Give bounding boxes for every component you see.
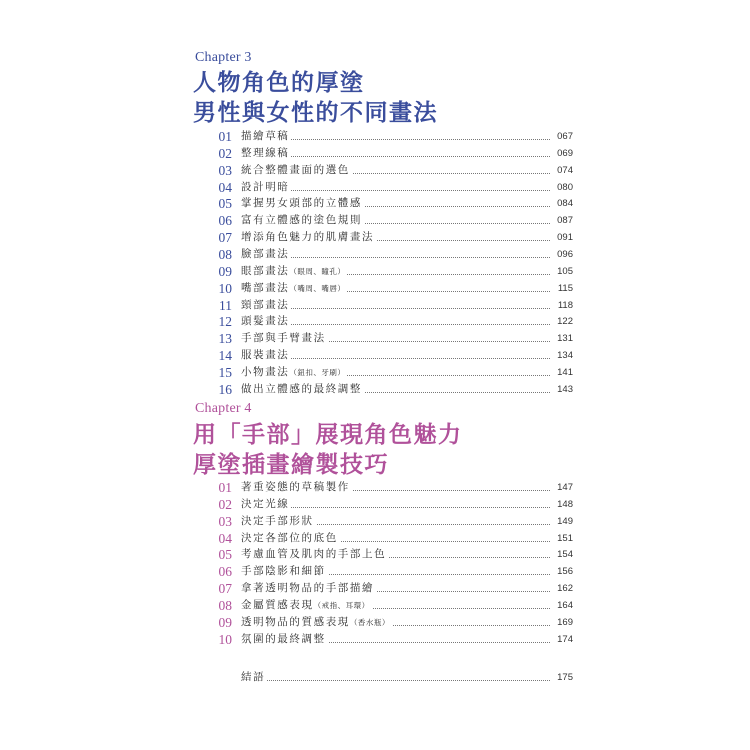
toc-entry-title xyxy=(241,162,352,179)
toc-entry[interactable] xyxy=(0,246,750,263)
toc-entry-number: 04 xyxy=(218,530,232,546)
toc-entry-title-text: 手部陰影和細節 xyxy=(241,565,326,578)
toc-entry-title xyxy=(241,479,352,496)
toc-entry-page: 174 xyxy=(550,631,573,648)
toc-entry-page: 154 xyxy=(550,546,573,563)
toc-entry-number: 06 xyxy=(218,564,232,580)
toc-entry-title-text: 頭髮畫法 xyxy=(241,315,290,328)
toc-entry-title-text: 決定光線 xyxy=(241,497,290,510)
toc-entry-title xyxy=(241,381,364,398)
toc-entry-title xyxy=(241,128,291,145)
toc-entry-page: 143 xyxy=(550,381,573,398)
toc-entry-title xyxy=(241,546,388,563)
toc-entry-number: 01 xyxy=(218,129,232,144)
toc-entry-title xyxy=(241,263,347,280)
toc-entry-title-text: 頸部畫法 xyxy=(241,298,290,311)
toc-entry[interactable] xyxy=(0,280,750,297)
toc-entry-number: 13 xyxy=(218,331,232,347)
toc-entry-title xyxy=(241,229,376,246)
toc-entry[interactable] xyxy=(0,563,750,580)
toc-entry[interactable] xyxy=(0,631,750,648)
chapter-3-title-line1: 人物角色的厚塗 xyxy=(193,70,365,96)
toc-entry-title-text: 拿著透明物品的手部描繪 xyxy=(241,582,375,595)
toc-entry-number: 15 xyxy=(218,364,232,380)
toc-entry-number: 12 xyxy=(218,314,232,330)
toc-entry-page: 151 xyxy=(550,530,573,547)
toc-entry-title xyxy=(241,631,328,648)
toc-entry-number: 07 xyxy=(218,230,232,246)
chapter-4-title-line1: 用「手部」展現角色魅力 xyxy=(193,422,463,448)
toc-entry[interactable] xyxy=(0,162,750,179)
toc-entry-title-text: 決定手部形狀 xyxy=(241,514,314,527)
chapter-4-title xyxy=(193,420,463,480)
leader-dots xyxy=(244,680,550,681)
toc-entry[interactable] xyxy=(0,347,750,364)
toc-entry-page: 067 xyxy=(550,128,573,145)
toc-entry-subtitle: （鈕扣、牙刷） xyxy=(289,367,346,377)
toc-entry-page: 131 xyxy=(550,330,573,347)
toc-entry-page: 074 xyxy=(550,162,573,179)
toc-entry-title-text: 著重姿態的草稿製作 xyxy=(241,481,350,493)
toc-entry[interactable] xyxy=(0,364,750,381)
toc-entry-subtitle: （嘴周、嘴唇） xyxy=(289,283,346,293)
toc-entry-number: 02 xyxy=(218,145,232,161)
toc-entry[interactable] xyxy=(0,229,750,246)
toc-entry-title-text: 手部與手臂畫法 xyxy=(241,332,326,345)
toc-entry-number: 05 xyxy=(218,196,232,212)
toc-entry-number: 05 xyxy=(218,547,232,563)
toc-entry-page: 162 xyxy=(550,580,573,597)
chapter-3-title-line2: 男性與女性的不同畫法 xyxy=(193,100,438,126)
toc-entry[interactable] xyxy=(0,297,750,314)
toc-entry-page: 169 xyxy=(550,614,573,631)
toc-entry-title xyxy=(241,145,291,162)
toc-entry-title-text: 臉部畫法 xyxy=(241,247,290,260)
toc-entry-title-text: 描繪草稿 xyxy=(241,130,290,142)
toc-entry-title-text: 設計明暗 xyxy=(241,180,290,193)
toc-entry-title: 結語 xyxy=(241,669,267,686)
toc-entry[interactable] xyxy=(0,128,750,145)
toc-entry-title-text: 小物畫法 xyxy=(241,365,290,378)
toc-entry-title xyxy=(241,614,392,631)
toc-entry-title-text: 透明物品的質感表現 xyxy=(241,615,350,628)
toc-entry-page: 118 xyxy=(550,297,573,314)
toc-entry-title-text: 考慮血管及肌肉的手部上色 xyxy=(241,548,387,561)
toc-entry-number: 02 xyxy=(218,496,232,512)
toc-entry-title xyxy=(241,364,347,381)
toc-entry-page: 175 xyxy=(550,669,573,686)
toc-entry-page: 096 xyxy=(550,246,573,263)
chapter-3-label: Chapter 3 xyxy=(195,50,252,65)
toc-entry-title xyxy=(241,347,291,364)
toc-entry-title-text: 增添角色魅力的肌膚畫法 xyxy=(241,231,375,244)
toc-entry-number: 04 xyxy=(218,179,232,195)
toc-entry-number: 03 xyxy=(218,162,232,178)
toc-entry-title-text: 決定各部位的底色 xyxy=(241,531,338,544)
toc-entry-page: 091 xyxy=(550,229,573,246)
toc-entry-title xyxy=(241,313,291,330)
toc-entry-page: 084 xyxy=(550,195,573,212)
toc-entry[interactable] xyxy=(0,513,750,530)
toc-entry[interactable] xyxy=(0,179,750,196)
toc-entry-closing[interactable] xyxy=(0,669,750,686)
toc-entry-number: 03 xyxy=(218,513,232,529)
toc-entry-page: 080 xyxy=(550,179,573,196)
toc-entry-title xyxy=(241,330,328,347)
chapter-4-label: Chapter 4 xyxy=(195,401,252,416)
toc-entry-title xyxy=(241,496,291,513)
toc-entry-title-text: 服裝畫法 xyxy=(241,349,290,362)
toc-entry-title xyxy=(241,297,291,314)
toc-entry-title xyxy=(241,563,328,580)
toc-entry-title xyxy=(241,513,316,530)
toc-entry-page: 164 xyxy=(550,597,573,614)
toc-entry[interactable] xyxy=(0,263,750,280)
toc-entry-page: 147 xyxy=(550,479,573,496)
toc-entry[interactable] xyxy=(0,546,750,563)
toc-entry[interactable] xyxy=(0,496,750,513)
toc-entry[interactable] xyxy=(0,145,750,162)
toc-entry-page: 149 xyxy=(550,513,573,530)
toc-entry[interactable] xyxy=(0,381,750,398)
toc-entry-page: 122 xyxy=(550,313,573,330)
toc-entry-number: 11 xyxy=(219,297,232,313)
toc-entry-page: 115 xyxy=(550,280,573,297)
toc-entry-title xyxy=(241,179,291,196)
toc-entry[interactable] xyxy=(0,313,750,330)
toc-entry-page: 105 xyxy=(550,263,573,280)
toc-entry-number: 09 xyxy=(218,263,232,279)
toc-entry-title-text: 掌握男女頭部的立體感 xyxy=(241,197,362,210)
toc-entry[interactable] xyxy=(0,614,750,631)
toc-entry-page: 087 xyxy=(550,212,573,229)
toc-entry-title-text: 眼部畫法 xyxy=(241,264,290,277)
toc-entry-page: 134 xyxy=(550,347,573,364)
toc-entry-number: 06 xyxy=(218,213,232,229)
toc-entry[interactable] xyxy=(0,212,750,229)
toc-entry-title-text: 統合整體畫面的選色 xyxy=(241,163,350,176)
chapter-4-title-line2: 厚塗插畫繪製技巧 xyxy=(193,452,389,478)
toc-entry-number: 08 xyxy=(218,597,232,613)
toc-entry[interactable] xyxy=(0,479,750,496)
toc-entry-title xyxy=(241,212,364,229)
toc-entry-title-text: 嘴部畫法 xyxy=(241,281,290,294)
toc-entry-title xyxy=(241,280,347,297)
toc-entry-title-text: 氛圍的最終調整 xyxy=(241,632,326,645)
toc-entry-title xyxy=(241,195,364,212)
toc-entry-page: 148 xyxy=(550,496,573,513)
toc-entry[interactable] xyxy=(0,195,750,212)
toc-entry-number: 08 xyxy=(218,246,232,262)
toc-entry-number: 10 xyxy=(218,631,232,647)
toc-entry-number: 16 xyxy=(218,381,232,397)
toc-entry-subtitle: （戒指、耳環） xyxy=(313,600,370,610)
toc-entry-title-text: 做出立體感的最終調整 xyxy=(241,382,362,395)
toc-entry-title xyxy=(241,530,340,547)
toc-entry[interactable] xyxy=(0,330,750,347)
toc-entry-page: 156 xyxy=(550,563,573,580)
toc-entry-subtitle: （香水瓶） xyxy=(349,617,390,627)
toc-entry-page: 069 xyxy=(550,145,573,162)
toc-entry-title xyxy=(241,580,376,597)
toc-entry[interactable] xyxy=(0,530,750,547)
toc-entry-number: 14 xyxy=(218,348,232,364)
toc-entry-title xyxy=(241,246,291,263)
toc-entry-number: 01 xyxy=(218,480,232,495)
toc-entry-title-text: 金屬質感表現 xyxy=(241,598,314,611)
toc-entry-title xyxy=(241,597,372,614)
toc-entry-page: 141 xyxy=(550,364,573,381)
toc-entry-number: 07 xyxy=(218,581,232,597)
toc-entry-title-text: 整理線稿 xyxy=(241,146,290,159)
chapter-3-title xyxy=(193,68,438,128)
toc-entry-number: 09 xyxy=(218,614,232,630)
toc-entry[interactable] xyxy=(0,597,750,614)
toc-entry-subtitle: （眼周、瞳孔） xyxy=(289,266,346,276)
toc-entry-number: 10 xyxy=(218,280,232,296)
toc-entry-title-text: 富有立體感的塗色規則 xyxy=(241,214,362,227)
toc-entry[interactable] xyxy=(0,580,750,597)
